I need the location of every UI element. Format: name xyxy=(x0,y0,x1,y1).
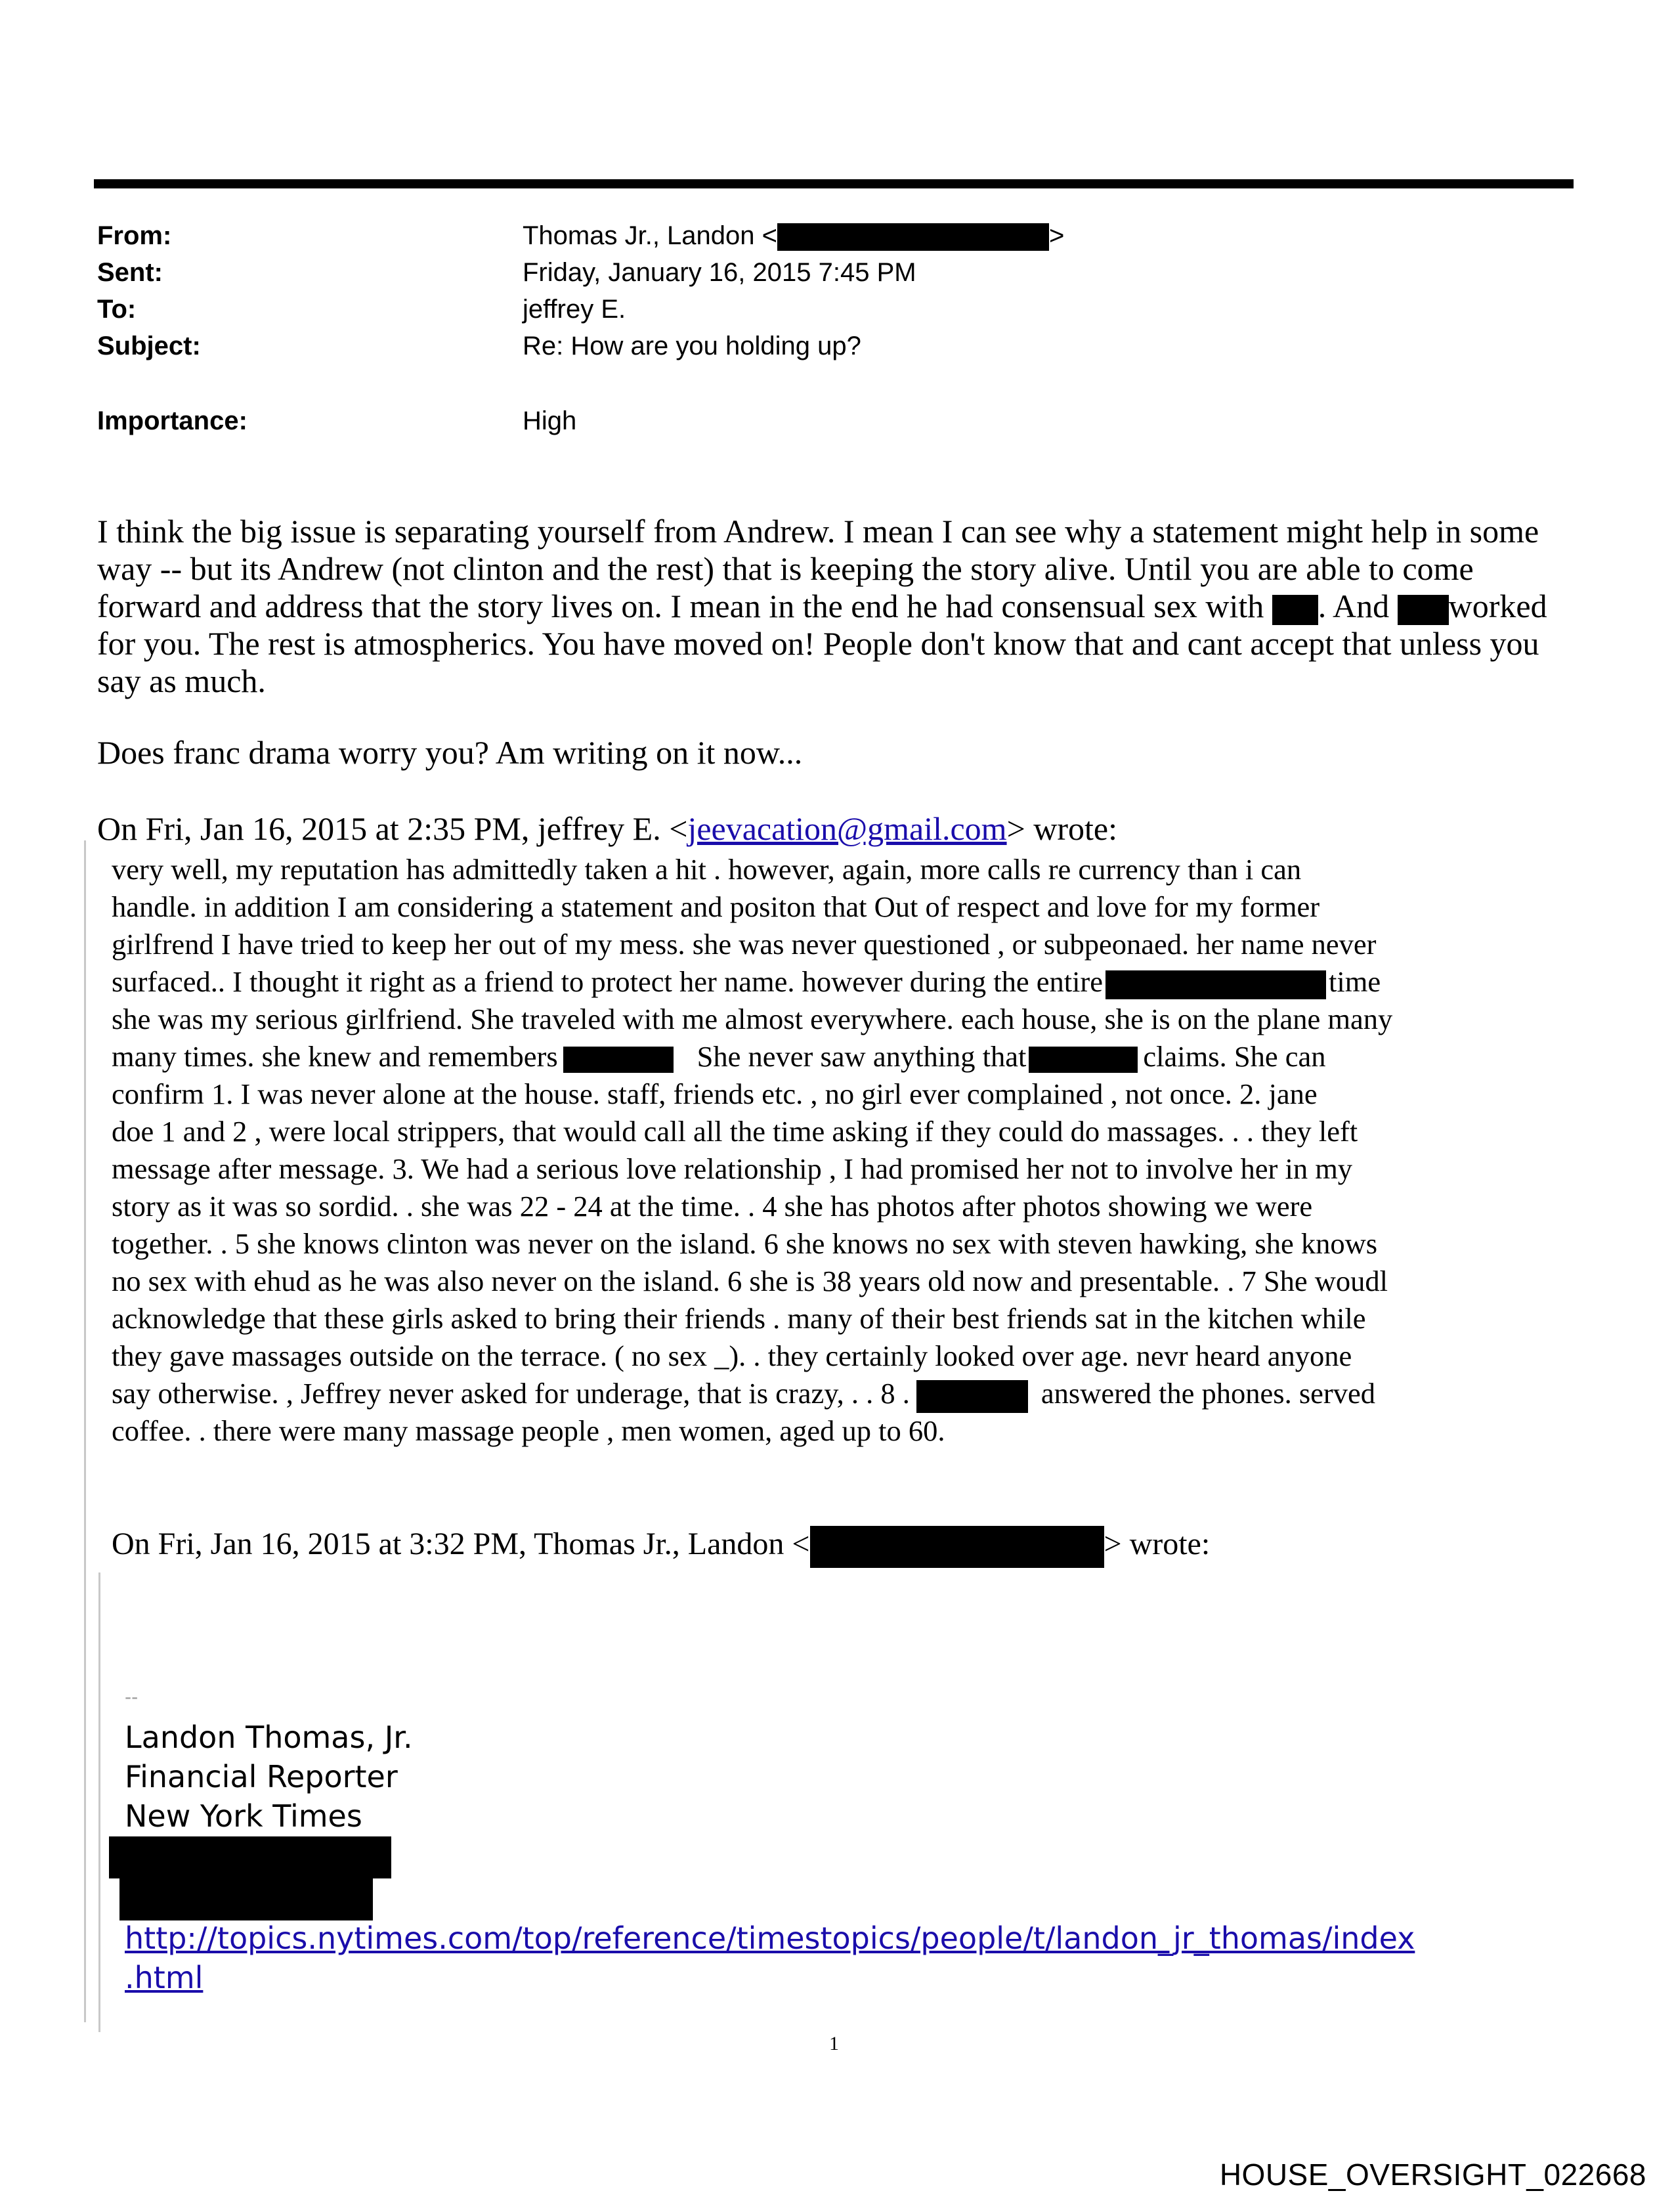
quote1-text: say otherwise. , Jeffrey never asked for underage, that is crazy, . . 8 . xyxy=(112,1377,910,1410)
signature-org: New York Times xyxy=(125,1798,362,1834)
sent-label: Sent: xyxy=(97,258,163,287)
quote1-line: she was my serious girlfriend. She traveled with me almost everywhere. each house, she is on the plane many xyxy=(112,1003,1393,1035)
subject-label: Subject: xyxy=(97,332,201,360)
quote1-line xyxy=(112,1375,1375,1413)
body-paragraph-1 xyxy=(97,513,1574,700)
redaction-box xyxy=(810,1526,1104,1568)
quote1-text: surfaced.. I thought it right as a friend to protect her name. however during the entire xyxy=(112,965,1104,998)
quote1-intro-text: On Fri, Jan 16, 2015 at 2:35 PM, jeffrey E. < xyxy=(97,810,688,847)
redaction-box xyxy=(109,1836,391,1878)
from-name: Thomas Jr., Landon < xyxy=(523,221,778,250)
to-value: jeffrey E. xyxy=(523,295,626,324)
redaction-box xyxy=(119,1878,373,1920)
quote-bar xyxy=(84,840,86,2022)
quote1-text: claims. She can xyxy=(1143,1040,1326,1073)
quote2-intro-end: > wrote: xyxy=(1104,1527,1211,1561)
redaction-box xyxy=(563,1047,674,1073)
quote1-text: answered the phones. served xyxy=(1041,1377,1375,1410)
body-text: I think the big issue is separating yourself from Andrew. I mean I can see why a statement might help in some way -- but its Andrew (not clinton and the rest) that is keeping the story alive. Until you are able to come forward and address that the story lives on. I mean in the end he had consensual sex with xyxy=(97,513,1539,624)
to-label: To: xyxy=(97,295,137,324)
body-paragraph-2: Does franc drama worry you? Am writing on it now... xyxy=(97,734,803,771)
importance-value: High xyxy=(523,406,577,435)
quote1-line: they gave massages outside on the terrace. ( no sex _). . they certainly looked over age. nevr heard anyone xyxy=(112,1339,1352,1372)
quote1-intro xyxy=(97,810,1574,848)
sent-value: Friday, January 16, 2015 7:45 PM xyxy=(523,258,916,287)
quote1-text: She never saw anything that xyxy=(697,1040,1027,1073)
redaction-box xyxy=(1029,1047,1138,1073)
subject-value: Re: How are you holding up? xyxy=(523,332,861,360)
quote1-line: story as it was so sordid. . she was 22 - 24 at the time. . 4 she has photos after photos showing we were xyxy=(112,1190,1313,1223)
quote1-line: confirm 1. I was never alone at the house. staff, friends etc. , no girl ever complained , not once. 2. jane xyxy=(112,1077,1318,1110)
quote1-line: coffee. . there were many massage people , men women, aged up to 60. xyxy=(112,1414,945,1447)
quote1-line: handle. in addition I am considering a statement and positon that Out of respect and love for my former xyxy=(112,890,1320,923)
redaction-box xyxy=(1105,970,1326,999)
redaction-box xyxy=(777,223,1049,251)
redaction-box xyxy=(916,1380,1028,1413)
email-link[interactable]: jeevacation@gmail.com xyxy=(687,810,1007,847)
body-text: worked for you. The rest is atmospherics. You have moved on! People don't know that and cant accept that unless you say as much. xyxy=(97,588,1547,699)
header-rule xyxy=(94,179,1574,188)
signature-name: Landon Thomas, Jr. xyxy=(125,1720,413,1755)
signature-separator: -- xyxy=(125,1686,139,1708)
signature-title: Financial Reporter xyxy=(125,1759,398,1794)
quote-bar xyxy=(98,1572,100,2032)
quote1-line: message after message. 3. We had a serious love relationship , I had promised her not to involve her in my xyxy=(112,1152,1353,1185)
from-value xyxy=(523,217,1064,254)
quote1-line: no sex with ehud as he was also never on the island. 6 she is 38 years old now and presentable. . 7 She woudl xyxy=(112,1265,1388,1297)
quote2-intro-text: On Fri, Jan 16, 2015 at 3:32 PM, Thomas Jr., Landon < xyxy=(112,1527,810,1561)
body-text: . And xyxy=(1318,588,1398,624)
quote2-intro xyxy=(112,1523,1210,1568)
quote1-intro-end: > wrote: xyxy=(1006,810,1117,847)
profile-url-link[interactable]: http://topics.nytimes.com/top/reference/timestopics/people/t/landon_jr_thomas/index xyxy=(125,1920,1415,1956)
quote1-line: girlfrend I have tried to keep her out of my mess. she was never questioned , or subpeonaed. her name never xyxy=(112,928,1377,961)
profile-url-link-cont[interactable]: .html xyxy=(125,1960,204,1995)
from-label: From: xyxy=(97,221,172,250)
redaction-box xyxy=(1398,595,1449,625)
quote1-line: acknowledge that these girls asked to bring their friends . many of their best friends sat in the kitchen while xyxy=(112,1302,1366,1335)
quote1-line: very well, my reputation has admittedly taken a hit . however, again, more calls re currency than i can xyxy=(112,853,1302,886)
quote1-line xyxy=(112,963,1381,1001)
quote1-line: doe 1 and 2 , were local strippers, that would call all the time asking if they could do massages. . . they left xyxy=(112,1115,1358,1148)
page-number: 1 xyxy=(829,2033,839,2054)
quote1-text: many times. she knew and remembers xyxy=(112,1040,558,1073)
redaction-box xyxy=(1272,595,1318,625)
quote1-line: together. . 5 she knows clinton was never on the island. 6 she knows no sex with steven hawking, she knows xyxy=(112,1227,1378,1260)
bates-number: HOUSE_OVERSIGHT_022668 xyxy=(1219,2158,1646,2192)
from-close: > xyxy=(1049,221,1065,250)
quote1-text: time xyxy=(1329,965,1381,998)
quote1-line xyxy=(112,1038,1325,1075)
importance-label: Importance: xyxy=(97,406,247,435)
